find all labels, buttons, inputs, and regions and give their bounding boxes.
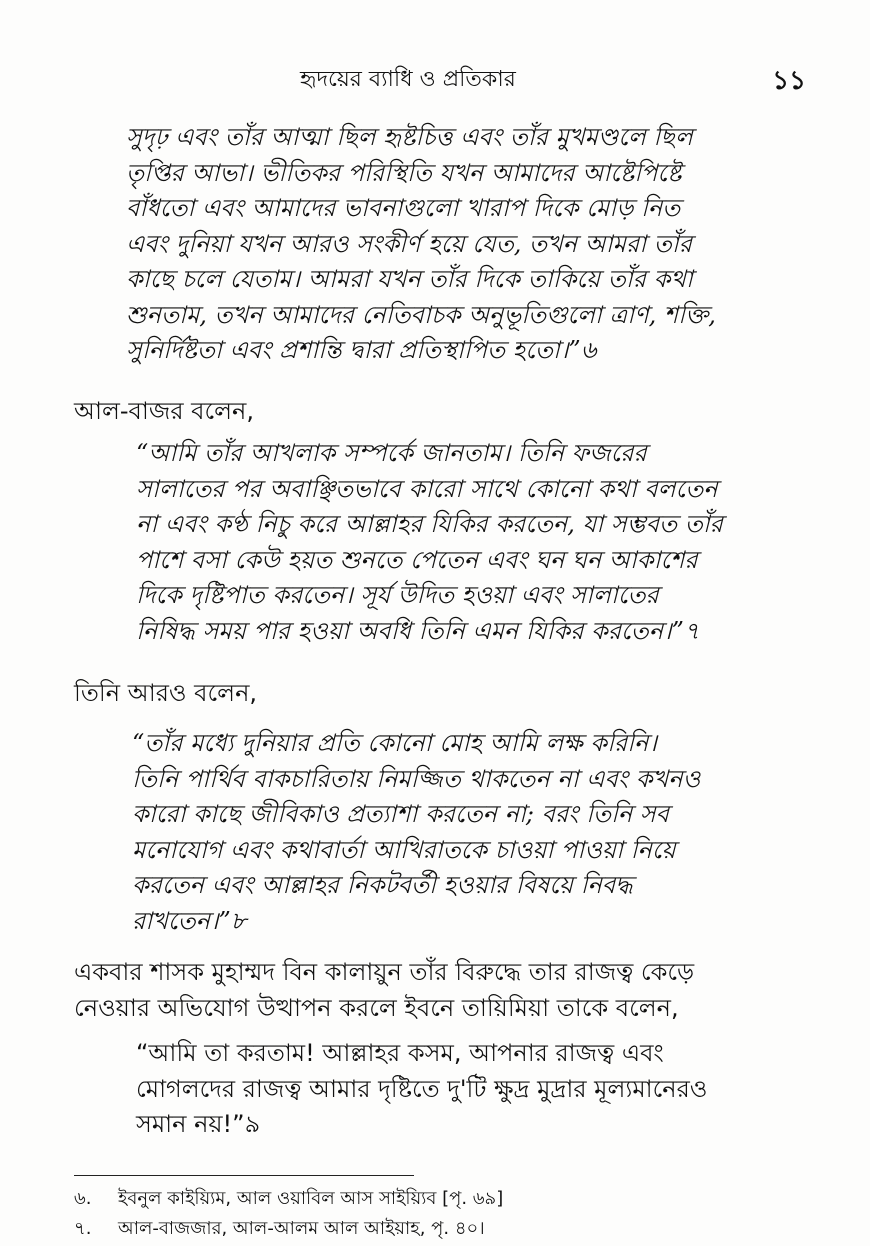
text-line: আল-বাজর বলেন, bbox=[74, 397, 254, 425]
running-header bbox=[0, 60, 870, 96]
text-line: সমান নয়!”৯ bbox=[136, 1110, 261, 1138]
header-title: হৃদয়ের ব্যাধি ও প্রতিকার bbox=[300, 67, 516, 92]
intro-paragraph-2 bbox=[74, 676, 257, 712]
quote-paragraph-4 bbox=[136, 1036, 707, 1143]
text-line: কাছে চলে যেতাম। আমরা যখন তাঁর দিকে তাকিয়ে তাঁর কথা bbox=[126, 265, 693, 293]
text-line: না এবং কণ্ঠ নিচু করে আল্লাহর যিকির করতেন, যা সম্ভবত তাঁর bbox=[136, 510, 723, 538]
text-line: রাখতেন।”৮ bbox=[132, 906, 247, 935]
text-line: শুনতাম, তখন আমাদের নেতিবাচক অনুভূতিগুলো ত্রাণ, শক্তি, bbox=[126, 300, 716, 329]
text-line: “আমি তা করতাম! আল্লাহর কসম, আপনার রাজত্ব এবং bbox=[136, 1039, 664, 1067]
footnote-6 bbox=[74, 1184, 503, 1214]
text-line: একবার শাসক মুহাম্মদ বিন কালায়ুন তাঁর বিরুদ্ধে তার রাজত্ব কেড়ে bbox=[74, 958, 695, 986]
text-line: তিনি আরও বলেন, bbox=[74, 679, 258, 707]
intro-paragraph-3 bbox=[74, 955, 694, 1026]
text-line: সালাতের পর অবাঞ্ছিতভাবে কারো সাথে কোনো কথা বলতেন bbox=[136, 474, 718, 503]
footnotes bbox=[74, 1184, 503, 1244]
quote-paragraph-3 bbox=[132, 726, 700, 939]
text-line: কারো কাছে জীবিকাও প্রত্যাশা করতেন না; বরং তিনি সব bbox=[132, 800, 670, 828]
text-line: পাশে বসা কেউ হয়ত শুনতে পেতেন এবং ঘন ঘন আকাশের bbox=[136, 545, 698, 574]
page-number: ১১ bbox=[772, 66, 806, 96]
text-line: “তাঁর মধ্যে দুনিয়ার প্রতি কোনো মোহ আমি লক্ষ করিনি। bbox=[132, 729, 657, 757]
text-line: নিষিদ্ধ সময় পার হওয়া অবধি তিনি এমন যিকির করতেন।”৭ bbox=[136, 616, 700, 645]
footnote-text: ইবনুল কাইয়্যিম, আল ওয়াবিল আস সাইয়্যিব [পৃ. ৬৯] bbox=[118, 1188, 504, 1209]
text-line: বাঁধতো এবং আমাদের ভাবনাগুলো খারাপ দিকে মোড় নিত bbox=[126, 194, 681, 222]
quote-paragraph-1 bbox=[126, 120, 716, 369]
text-line: তৃপ্তির আভা। ভীতিকর পরিস্থিতি যখন আমাদের আষ্টেপিষ্টে bbox=[126, 158, 682, 187]
text-line: মনোযোগ এবং কথাবার্তা আখিরাতকে চাওয়া পাওয়া নিয়ে bbox=[132, 835, 676, 864]
quote-paragraph-2 bbox=[136, 436, 723, 649]
footnote-text: আল-বাজজার, আল-আলম আল আইয়াহ, পৃ. ৪০। bbox=[118, 1218, 485, 1239]
text-line: এবং দুনিয়া যখন আরও সংকীর্ণ হয়ে যেত, তখন আমরা তাঁর bbox=[126, 229, 692, 258]
text-line: “আমি তাঁর আখলাক সম্পর্কে জানতাম। তিনি ফজরের bbox=[136, 439, 647, 467]
text-line: সুনির্দিষ্টতা এবং প্রশান্তি দ্বারা প্রতিস্থাপিত হতো।”৬ bbox=[126, 336, 597, 364]
text-line: দিকে দৃষ্টিপাত করতেন। সূর্য উদিত হওয়া এবং সালাতের bbox=[136, 581, 659, 609]
footnote-7 bbox=[74, 1214, 503, 1244]
intro-paragraph-1 bbox=[74, 394, 254, 430]
text-line: মোগলদের রাজত্ব আমার দৃষ্টিতে দু'টি ক্ষুদ্র মুদ্রার মূল্যমানেরও bbox=[136, 1074, 708, 1103]
footnote-number: ৭. bbox=[74, 1218, 92, 1239]
text-line: নেওয়ার অভিযোগ উত্থাপন করলে ইবনে তায়িমিয়া তাকে বলেন, bbox=[74, 993, 679, 1022]
text-line: করতেন এবং আল্লাহর নিকটবর্তী হওয়ার বিষয়ে নিবদ্ধ bbox=[132, 871, 633, 899]
text-line: তিনি পার্থিব বাকচারিতায় নিমজ্জিত থাকতেন না এবং কখনও bbox=[132, 764, 701, 793]
text-line: সুদৃঢ় এবং তাঁর আত্মা ছিল হৃষ্টচিত্ত এবং তাঁর মুখমণ্ডলে ছিল bbox=[126, 123, 693, 151]
footnote-number: ৬. bbox=[74, 1188, 92, 1209]
footnote-divider bbox=[74, 1175, 414, 1176]
